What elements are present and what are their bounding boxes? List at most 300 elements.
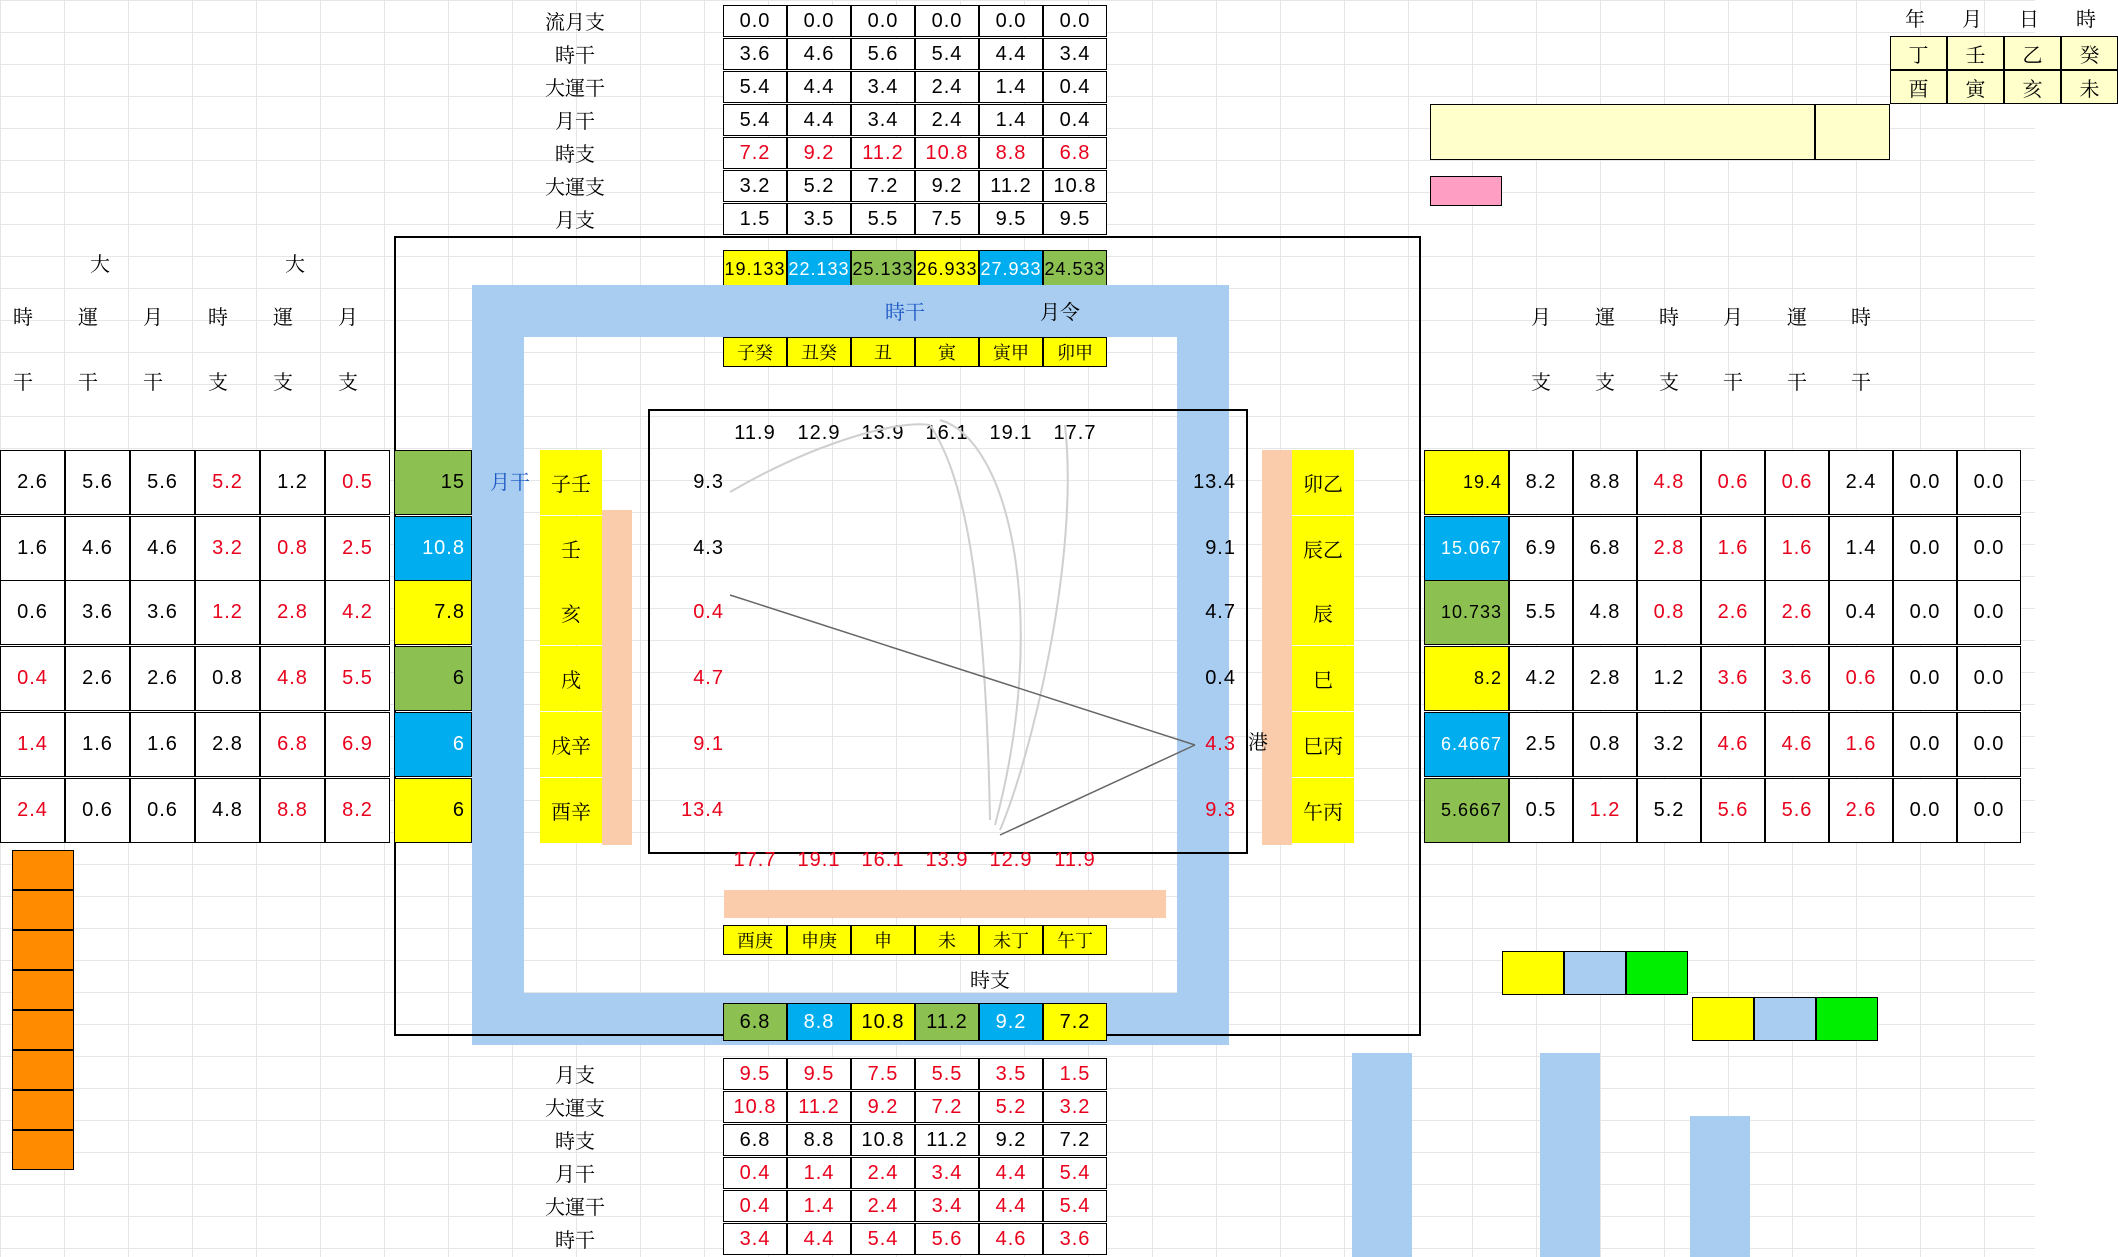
right-cell-4-5: 1.6 bbox=[1829, 712, 1893, 777]
botrow-cell-0-2: 7.5 bbox=[851, 1058, 915, 1090]
right-header2-0: 支 bbox=[1531, 371, 1551, 394]
botrow-cell-1-4: 5.2 bbox=[979, 1091, 1043, 1123]
left-cell-5-1: 0.6 bbox=[65, 778, 130, 843]
center-bottom-ganzhi-0: 酉庚 bbox=[723, 925, 787, 955]
top-highlight-2: 25.133 bbox=[851, 250, 915, 288]
left-cell-1-1: 4.6 bbox=[65, 516, 130, 581]
pink-marker bbox=[1430, 176, 1502, 206]
pillar-header-shi: 時 bbox=[2076, 8, 2096, 31]
center-top-value-4: 19.1 bbox=[989, 421, 1033, 444]
grid-line-h bbox=[0, 1056, 2035, 1057]
botrow-cell-1-0: 10.8 bbox=[723, 1091, 787, 1123]
left-cell-0-4: 1.2 bbox=[260, 450, 325, 515]
top-highlight-3: 26.933 bbox=[915, 250, 979, 288]
toprow-cell-4-1: 9.2 bbox=[787, 137, 851, 169]
left-label-yuegan: 月干 bbox=[490, 471, 530, 494]
toprow-cell-5-0: 3.2 bbox=[723, 170, 787, 202]
left-cell-2-3: 1.2 bbox=[195, 580, 260, 645]
swatch-yellow-2 bbox=[1692, 997, 1754, 1041]
right-cell-2-0: 5.5 bbox=[1509, 580, 1573, 645]
center-bottom-number-0: 6.8 bbox=[723, 1003, 787, 1041]
center-bottom-ganzhi-5: 午丁 bbox=[1043, 925, 1107, 955]
orange-block-5 bbox=[12, 1050, 74, 1090]
right-header2-1: 支 bbox=[1595, 371, 1615, 394]
right-cell-4-0: 2.5 bbox=[1509, 712, 1573, 777]
orange-block-0 bbox=[12, 850, 74, 890]
left-header-3: 時 bbox=[208, 306, 228, 329]
pillar-gan-3: 癸 bbox=[2061, 36, 2118, 70]
peach-band-right bbox=[1262, 450, 1292, 845]
toprow-cell-3-3: 2.4 bbox=[915, 104, 979, 136]
left-colorcol-5: 6 bbox=[394, 778, 472, 843]
toprow-cell-1-2: 5.6 bbox=[851, 38, 915, 70]
left-header2-4: 支 bbox=[273, 371, 293, 394]
left-colorcol-3: 6 bbox=[394, 646, 472, 711]
left-inner-2: 0.4 bbox=[693, 601, 724, 623]
orange-block-2 bbox=[12, 930, 74, 970]
right-branch-2: 辰 bbox=[1292, 580, 1354, 645]
left-header2-1: 干 bbox=[78, 371, 98, 394]
botrow-cell-2-5: 7.2 bbox=[1043, 1124, 1107, 1156]
right-branch-5: 午丙 bbox=[1292, 778, 1354, 843]
left-branch-1: 壬 bbox=[540, 516, 602, 581]
toprow-cell-3-5: 0.4 bbox=[1043, 104, 1107, 136]
toprow-cell-4-4: 8.8 bbox=[979, 137, 1043, 169]
right-header-0: 月 bbox=[1531, 306, 1551, 329]
right-branch-3: 巳 bbox=[1292, 646, 1354, 711]
left-branch-5: 酉辛 bbox=[540, 778, 602, 843]
right-cell-0-0: 8.2 bbox=[1509, 450, 1573, 515]
right-colorcol-5: 5.6667 bbox=[1424, 778, 1509, 843]
toprow-cell-4-3: 10.8 bbox=[915, 137, 979, 169]
center-top-value-1: 12.9 bbox=[797, 421, 841, 444]
center-top-ganzhi-2: 丑 bbox=[851, 337, 915, 367]
left-header-0: 時 bbox=[13, 306, 33, 329]
left-cell-1-5: 2.5 bbox=[325, 516, 390, 581]
toprow-cell-2-0: 5.4 bbox=[723, 71, 787, 103]
botrow-cell-4-2: 2.4 bbox=[851, 1190, 915, 1222]
right-cell-4-1: 0.8 bbox=[1573, 712, 1637, 777]
botrow-cell-3-1: 1.4 bbox=[787, 1157, 851, 1189]
right-cell-2-3: 2.6 bbox=[1701, 580, 1765, 645]
left-cell-0-5: 0.5 bbox=[325, 450, 390, 515]
toprow-cell-6-1: 3.5 bbox=[787, 203, 851, 235]
left-cell-5-0: 2.4 bbox=[0, 778, 65, 843]
right-colorcol-1: 15.067 bbox=[1424, 516, 1509, 581]
left-cell-3-4: 4.8 bbox=[260, 646, 325, 711]
toprow-cell-5-4: 11.2 bbox=[979, 170, 1043, 202]
botrow-cell-1-5: 3.2 bbox=[1043, 1091, 1107, 1123]
left-cell-4-3: 2.8 bbox=[195, 712, 260, 777]
botrow-label-2: 時支 bbox=[555, 1130, 595, 1153]
center-top-value-3: 16.1 bbox=[925, 421, 969, 444]
orange-block-7 bbox=[12, 1130, 74, 1170]
botrow-cell-0-3: 5.5 bbox=[915, 1058, 979, 1090]
swatch-green-2 bbox=[1816, 997, 1878, 1041]
left-cell-2-4: 2.8 bbox=[260, 580, 325, 645]
center-bottom-value-2: 16.1 bbox=[861, 848, 905, 871]
botrow-cell-3-5: 5.4 bbox=[1043, 1157, 1107, 1189]
right-cell-5-6: 0.0 bbox=[1893, 778, 1957, 843]
pillar-wide-box-left bbox=[1430, 104, 1815, 160]
left-inner-1: 4.3 bbox=[693, 537, 724, 559]
center-bottom-ganzhi-1: 申庚 bbox=[787, 925, 851, 955]
inner-frame-top bbox=[648, 409, 1248, 411]
left-cell-3-5: 5.5 bbox=[325, 646, 390, 711]
left-header-5: 月 bbox=[338, 306, 358, 329]
top-highlight-0: 19.133 bbox=[723, 250, 787, 288]
left-label-da-1: 大 bbox=[90, 253, 110, 276]
botrow-cell-3-4: 4.4 bbox=[979, 1157, 1043, 1189]
right-cell-1-2: 2.8 bbox=[1637, 516, 1701, 581]
right-cell-2-5: 0.4 bbox=[1829, 580, 1893, 645]
right-cell-2-4: 2.6 bbox=[1765, 580, 1829, 645]
center-top-value-5: 17.7 bbox=[1053, 421, 1097, 444]
toprow-cell-2-1: 4.4 bbox=[787, 71, 851, 103]
right-cell-0-2: 4.8 bbox=[1637, 450, 1701, 515]
right-header2-3: 干 bbox=[1723, 371, 1743, 394]
center-label-yueling: 月令 bbox=[1040, 301, 1080, 324]
right-colorcol-2: 10.733 bbox=[1424, 580, 1509, 645]
center-bottom-value-5: 11.9 bbox=[1054, 848, 1096, 871]
toprow-cell-6-4: 9.5 bbox=[979, 203, 1043, 235]
right-colorcol-4: 6.4667 bbox=[1424, 712, 1509, 777]
center-top-value-0: 11.9 bbox=[734, 421, 776, 444]
right-branch-1: 辰乙 bbox=[1292, 516, 1354, 581]
orange-block-1 bbox=[12, 890, 74, 930]
right-cell-3-4: 3.6 bbox=[1765, 646, 1829, 711]
left-cell-4-0: 1.4 bbox=[0, 712, 65, 777]
right-cell-5-5: 2.6 bbox=[1829, 778, 1893, 843]
toprow-label-6: 月支 bbox=[555, 209, 595, 232]
toprow-cell-2-5: 0.4 bbox=[1043, 71, 1107, 103]
right-cell-0-7: 0.0 bbox=[1957, 450, 2021, 515]
botrow-cell-0-4: 3.5 bbox=[979, 1058, 1043, 1090]
right-cell-5-0: 0.5 bbox=[1509, 778, 1573, 843]
pillar-header-nian: 年 bbox=[1905, 8, 1925, 31]
right-cell-1-0: 6.9 bbox=[1509, 516, 1573, 581]
left-cell-3-3: 0.8 bbox=[195, 646, 260, 711]
botrow-label-1: 大運支 bbox=[545, 1097, 605, 1120]
left-colorcol-2: 7.8 bbox=[394, 580, 472, 645]
grid-line-h bbox=[0, 448, 2035, 449]
left-cell-4-2: 1.6 bbox=[130, 712, 195, 777]
toprow-cell-0-2: 0.0 bbox=[851, 5, 915, 37]
left-cell-2-2: 3.6 bbox=[130, 580, 195, 645]
toprow-cell-4-2: 11.2 bbox=[851, 137, 915, 169]
toprow-cell-1-5: 3.4 bbox=[1043, 38, 1107, 70]
center-bottom-number-2: 10.8 bbox=[851, 1003, 915, 1041]
toprow-cell-5-1: 5.2 bbox=[787, 170, 851, 202]
center-bottom-value-3: 13.9 bbox=[925, 848, 969, 871]
botrow-label-4: 大運干 bbox=[545, 1196, 605, 1219]
toprow-cell-1-0: 3.6 bbox=[723, 38, 787, 70]
right-inner-1: 9.1 bbox=[1205, 537, 1236, 559]
left-header-4: 運 bbox=[273, 306, 293, 329]
outer-frame-top bbox=[394, 236, 1421, 238]
toprow-cell-6-3: 7.5 bbox=[915, 203, 979, 235]
swatch-blue-2 bbox=[1754, 997, 1816, 1041]
left-label-da-2: 大 bbox=[285, 253, 305, 276]
center-bottom-number-3: 11.2 bbox=[915, 1003, 979, 1041]
left-cell-1-2: 4.6 bbox=[130, 516, 195, 581]
toprow-cell-3-1: 4.4 bbox=[787, 104, 851, 136]
right-cell-3-0: 4.2 bbox=[1509, 646, 1573, 711]
toprow-cell-3-0: 5.4 bbox=[723, 104, 787, 136]
botrow-cell-3-0: 0.4 bbox=[723, 1157, 787, 1189]
left-cell-2-0: 0.6 bbox=[0, 580, 65, 645]
right-header2-5: 干 bbox=[1851, 371, 1871, 394]
right-cell-3-2: 1.2 bbox=[1637, 646, 1701, 711]
left-cell-2-5: 4.2 bbox=[325, 580, 390, 645]
left-colorcol-4: 6 bbox=[394, 712, 472, 777]
right-colorcol-3: 8.2 bbox=[1424, 646, 1509, 711]
grid-line-v bbox=[640, 0, 641, 1257]
bottom-blue-band-1 bbox=[1352, 1053, 1412, 1257]
left-colorcol-1: 10.8 bbox=[394, 516, 472, 581]
right-cell-3-3: 3.6 bbox=[1701, 646, 1765, 711]
center-top-ganzhi-4: 寅甲 bbox=[979, 337, 1043, 367]
toprow-cell-6-2: 5.5 bbox=[851, 203, 915, 235]
botrow-cell-0-5: 1.5 bbox=[1043, 1058, 1107, 1090]
toprow-cell-2-4: 1.4 bbox=[979, 71, 1043, 103]
right-branch-4: 巳丙 bbox=[1292, 712, 1354, 777]
botrow-label-5: 時干 bbox=[555, 1229, 595, 1252]
toprow-cell-0-0: 0.0 bbox=[723, 5, 787, 37]
right-cell-5-7: 0.0 bbox=[1957, 778, 2021, 843]
left-cell-0-3: 5.2 bbox=[195, 450, 260, 515]
left-cell-2-1: 3.6 bbox=[65, 580, 130, 645]
botrow-cell-5-1: 4.4 bbox=[787, 1223, 851, 1255]
right-cell-3-1: 2.8 bbox=[1573, 646, 1637, 711]
top-highlight-5: 24.533 bbox=[1043, 250, 1107, 288]
right-cell-5-3: 5.6 bbox=[1701, 778, 1765, 843]
left-cell-5-2: 0.6 bbox=[130, 778, 195, 843]
right-cell-2-6: 0.0 bbox=[1893, 580, 1957, 645]
right-cell-2-1: 4.8 bbox=[1573, 580, 1637, 645]
botrow-cell-2-0: 6.8 bbox=[723, 1124, 787, 1156]
left-inner-5: 13.4 bbox=[681, 799, 724, 821]
right-cell-4-2: 3.2 bbox=[1637, 712, 1701, 777]
right-cell-0-1: 8.8 bbox=[1573, 450, 1637, 515]
center-bottom-number-4: 9.2 bbox=[979, 1003, 1043, 1041]
right-cell-5-2: 5.2 bbox=[1637, 778, 1701, 843]
botrow-cell-5-0: 3.4 bbox=[723, 1223, 787, 1255]
botrow-cell-5-2: 5.4 bbox=[851, 1223, 915, 1255]
frame-blue-left bbox=[472, 285, 524, 1045]
bottom-blue-band-3 bbox=[1690, 1116, 1750, 1257]
right-cell-5-4: 5.6 bbox=[1765, 778, 1829, 843]
toprow-cell-4-0: 7.2 bbox=[723, 137, 787, 169]
grid-line-h bbox=[0, 416, 2035, 417]
botrow-cell-0-1: 9.5 bbox=[787, 1058, 851, 1090]
left-cell-4-5: 6.9 bbox=[325, 712, 390, 777]
grid-line-h bbox=[0, 960, 2035, 961]
center-label-shigan: 時干 bbox=[885, 301, 925, 324]
pillar-zhi-3: 未 bbox=[2061, 70, 2118, 104]
right-cell-2-7: 0.0 bbox=[1957, 580, 2021, 645]
right-cell-5-1: 1.2 bbox=[1573, 778, 1637, 843]
botrow-cell-3-3: 3.4 bbox=[915, 1157, 979, 1189]
pillar-zhi-1: 寅 bbox=[1947, 70, 2004, 104]
pillar-gan-2: 乙 bbox=[2004, 36, 2061, 70]
right-colorcol-0: 19.4 bbox=[1424, 450, 1509, 515]
botrow-cell-5-5: 3.6 bbox=[1043, 1223, 1107, 1255]
botrow-cell-2-3: 11.2 bbox=[915, 1124, 979, 1156]
left-header2-5: 支 bbox=[338, 371, 358, 394]
toprow-cell-3-2: 3.4 bbox=[851, 104, 915, 136]
right-header2-4: 干 bbox=[1787, 371, 1807, 394]
right-header-5: 時 bbox=[1851, 306, 1871, 329]
left-cell-0-1: 5.6 bbox=[65, 450, 130, 515]
grid-line-h bbox=[0, 0, 2035, 1]
left-cell-5-4: 8.8 bbox=[260, 778, 325, 843]
center-top-ganzhi-3: 寅 bbox=[915, 337, 979, 367]
left-header-2: 月 bbox=[143, 306, 163, 329]
center-top-ganzhi-5: 卯甲 bbox=[1043, 337, 1107, 367]
toprow-cell-6-0: 1.5 bbox=[723, 203, 787, 235]
center-bottom-value-4: 12.9 bbox=[989, 848, 1033, 871]
pillar-header-yue: 月 bbox=[1962, 8, 1982, 31]
right-cell-0-4: 0.6 bbox=[1765, 450, 1829, 515]
left-header2-3: 支 bbox=[208, 371, 228, 394]
left-cell-3-1: 2.6 bbox=[65, 646, 130, 711]
right-cell-0-5: 2.4 bbox=[1829, 450, 1893, 515]
right-cell-4-4: 4.6 bbox=[1765, 712, 1829, 777]
toprow-label-4: 時支 bbox=[555, 143, 595, 166]
toprow-cell-4-5: 6.8 bbox=[1043, 137, 1107, 169]
right-cell-1-5: 1.4 bbox=[1829, 516, 1893, 581]
botrow-cell-2-1: 8.8 bbox=[787, 1124, 851, 1156]
pillar-zhi-0: 酉 bbox=[1890, 70, 1947, 104]
left-cell-5-3: 4.8 bbox=[195, 778, 260, 843]
left-branch-2: 亥 bbox=[540, 580, 602, 645]
label-gang: 港 bbox=[1248, 731, 1268, 754]
swatch-green-1 bbox=[1626, 951, 1688, 995]
left-cell-4-4: 6.8 bbox=[260, 712, 325, 777]
right-cell-4-7: 0.0 bbox=[1957, 712, 2021, 777]
right-header-4: 運 bbox=[1787, 306, 1807, 329]
botrow-cell-5-4: 4.6 bbox=[979, 1223, 1043, 1255]
orange-block-3 bbox=[12, 970, 74, 1010]
swatch-yellow-1 bbox=[1502, 951, 1564, 995]
swatch-blue-1 bbox=[1564, 951, 1626, 995]
right-cell-3-5: 0.6 bbox=[1829, 646, 1893, 711]
toprow-label-5: 大運支 bbox=[545, 176, 605, 199]
right-cell-1-3: 1.6 bbox=[1701, 516, 1765, 581]
botrow-cell-4-1: 1.4 bbox=[787, 1190, 851, 1222]
botrow-cell-1-2: 9.2 bbox=[851, 1091, 915, 1123]
pillar-gan-1: 壬 bbox=[1947, 36, 2004, 70]
inner-frame-right bbox=[1246, 409, 1248, 854]
top-highlight-1: 22.133 bbox=[787, 250, 851, 288]
toprow-cell-3-4: 1.4 bbox=[979, 104, 1043, 136]
right-inner-5: 9.3 bbox=[1205, 799, 1236, 821]
botrow-cell-0-0: 9.5 bbox=[723, 1058, 787, 1090]
toprow-cell-0-1: 0.0 bbox=[787, 5, 851, 37]
pillar-wide-box-right bbox=[1815, 104, 1890, 160]
botrow-cell-2-2: 10.8 bbox=[851, 1124, 915, 1156]
center-bottom-ganzhi-3: 未 bbox=[915, 925, 979, 955]
right-header-3: 月 bbox=[1723, 306, 1743, 329]
right-inner-3: 0.4 bbox=[1205, 667, 1236, 689]
right-cell-1-7: 0.0 bbox=[1957, 516, 2021, 581]
right-header-2: 時 bbox=[1659, 306, 1679, 329]
left-header2-0: 干 bbox=[13, 371, 33, 394]
top-highlight-4: 27.933 bbox=[979, 250, 1043, 288]
toprow-cell-0-3: 0.0 bbox=[915, 5, 979, 37]
left-inner-3: 4.7 bbox=[693, 667, 724, 689]
right-cell-1-1: 6.8 bbox=[1573, 516, 1637, 581]
grid-line-v bbox=[1152, 0, 1153, 1257]
botrow-label-3: 月干 bbox=[555, 1163, 595, 1186]
left-header2-2: 干 bbox=[143, 371, 163, 394]
orange-block-6 bbox=[12, 1090, 74, 1130]
toprow-cell-0-4: 0.0 bbox=[979, 5, 1043, 37]
center-bottom-value-0: 17.7 bbox=[733, 848, 777, 871]
left-branch-0: 子壬 bbox=[540, 450, 602, 515]
left-cell-3-2: 2.6 bbox=[130, 646, 195, 711]
left-cell-0-0: 2.6 bbox=[0, 450, 65, 515]
botrow-cell-4-3: 3.4 bbox=[915, 1190, 979, 1222]
right-branch-0: 卯乙 bbox=[1292, 450, 1354, 515]
botrow-cell-5-3: 5.6 bbox=[915, 1223, 979, 1255]
orange-block-4 bbox=[12, 1010, 74, 1050]
right-cell-0-3: 0.6 bbox=[1701, 450, 1765, 515]
toprow-label-0: 流月支 bbox=[545, 11, 605, 34]
pillar-header-ri: 日 bbox=[2019, 8, 2039, 31]
toprow-cell-0-5: 0.0 bbox=[1043, 5, 1107, 37]
toprow-cell-5-5: 10.8 bbox=[1043, 170, 1107, 202]
left-cell-5-5: 8.2 bbox=[325, 778, 390, 843]
botrow-cell-2-4: 9.2 bbox=[979, 1124, 1043, 1156]
botrow-cell-1-3: 7.2 bbox=[915, 1091, 979, 1123]
right-cell-4-3: 4.6 bbox=[1701, 712, 1765, 777]
toprow-cell-1-1: 4.6 bbox=[787, 38, 851, 70]
left-branch-3: 戌 bbox=[540, 646, 602, 711]
right-cell-3-6: 0.0 bbox=[1893, 646, 1957, 711]
left-cell-3-0: 0.4 bbox=[0, 646, 65, 711]
toprow-label-2: 大運干 bbox=[545, 77, 605, 100]
right-inner-0: 13.4 bbox=[1193, 471, 1236, 493]
left-cell-1-3: 3.2 bbox=[195, 516, 260, 581]
left-colorcol-0: 15 bbox=[394, 450, 472, 515]
toprow-cell-1-4: 4.4 bbox=[979, 38, 1043, 70]
right-header2-2: 支 bbox=[1659, 371, 1679, 394]
left-inner-0: 9.3 bbox=[693, 471, 724, 493]
toprow-cell-5-3: 9.2 bbox=[915, 170, 979, 202]
right-inner-2: 4.7 bbox=[1205, 601, 1236, 623]
peach-band-bottom bbox=[724, 890, 1166, 918]
botrow-cell-3-2: 2.4 bbox=[851, 1157, 915, 1189]
right-cell-1-4: 1.6 bbox=[1765, 516, 1829, 581]
right-cell-4-6: 0.0 bbox=[1893, 712, 1957, 777]
toprow-cell-6-5: 9.5 bbox=[1043, 203, 1107, 235]
left-header-1: 運 bbox=[78, 306, 98, 329]
peach-band-left bbox=[602, 510, 632, 845]
toprow-cell-5-2: 7.2 bbox=[851, 170, 915, 202]
botrow-cell-1-1: 11.2 bbox=[787, 1091, 851, 1123]
center-top-ganzhi-1: 丑癸 bbox=[787, 337, 851, 367]
center-bottom-number-5: 7.2 bbox=[1043, 1003, 1107, 1041]
center-bottom-ganzhi-4: 未丁 bbox=[979, 925, 1043, 955]
toprow-label-3: 月干 bbox=[555, 110, 595, 133]
toprow-cell-2-3: 2.4 bbox=[915, 71, 979, 103]
right-cell-1-6: 0.0 bbox=[1893, 516, 1957, 581]
outer-frame-right bbox=[1419, 236, 1421, 1036]
left-cell-1-4: 0.8 bbox=[260, 516, 325, 581]
toprow-cell-2-2: 3.4 bbox=[851, 71, 915, 103]
